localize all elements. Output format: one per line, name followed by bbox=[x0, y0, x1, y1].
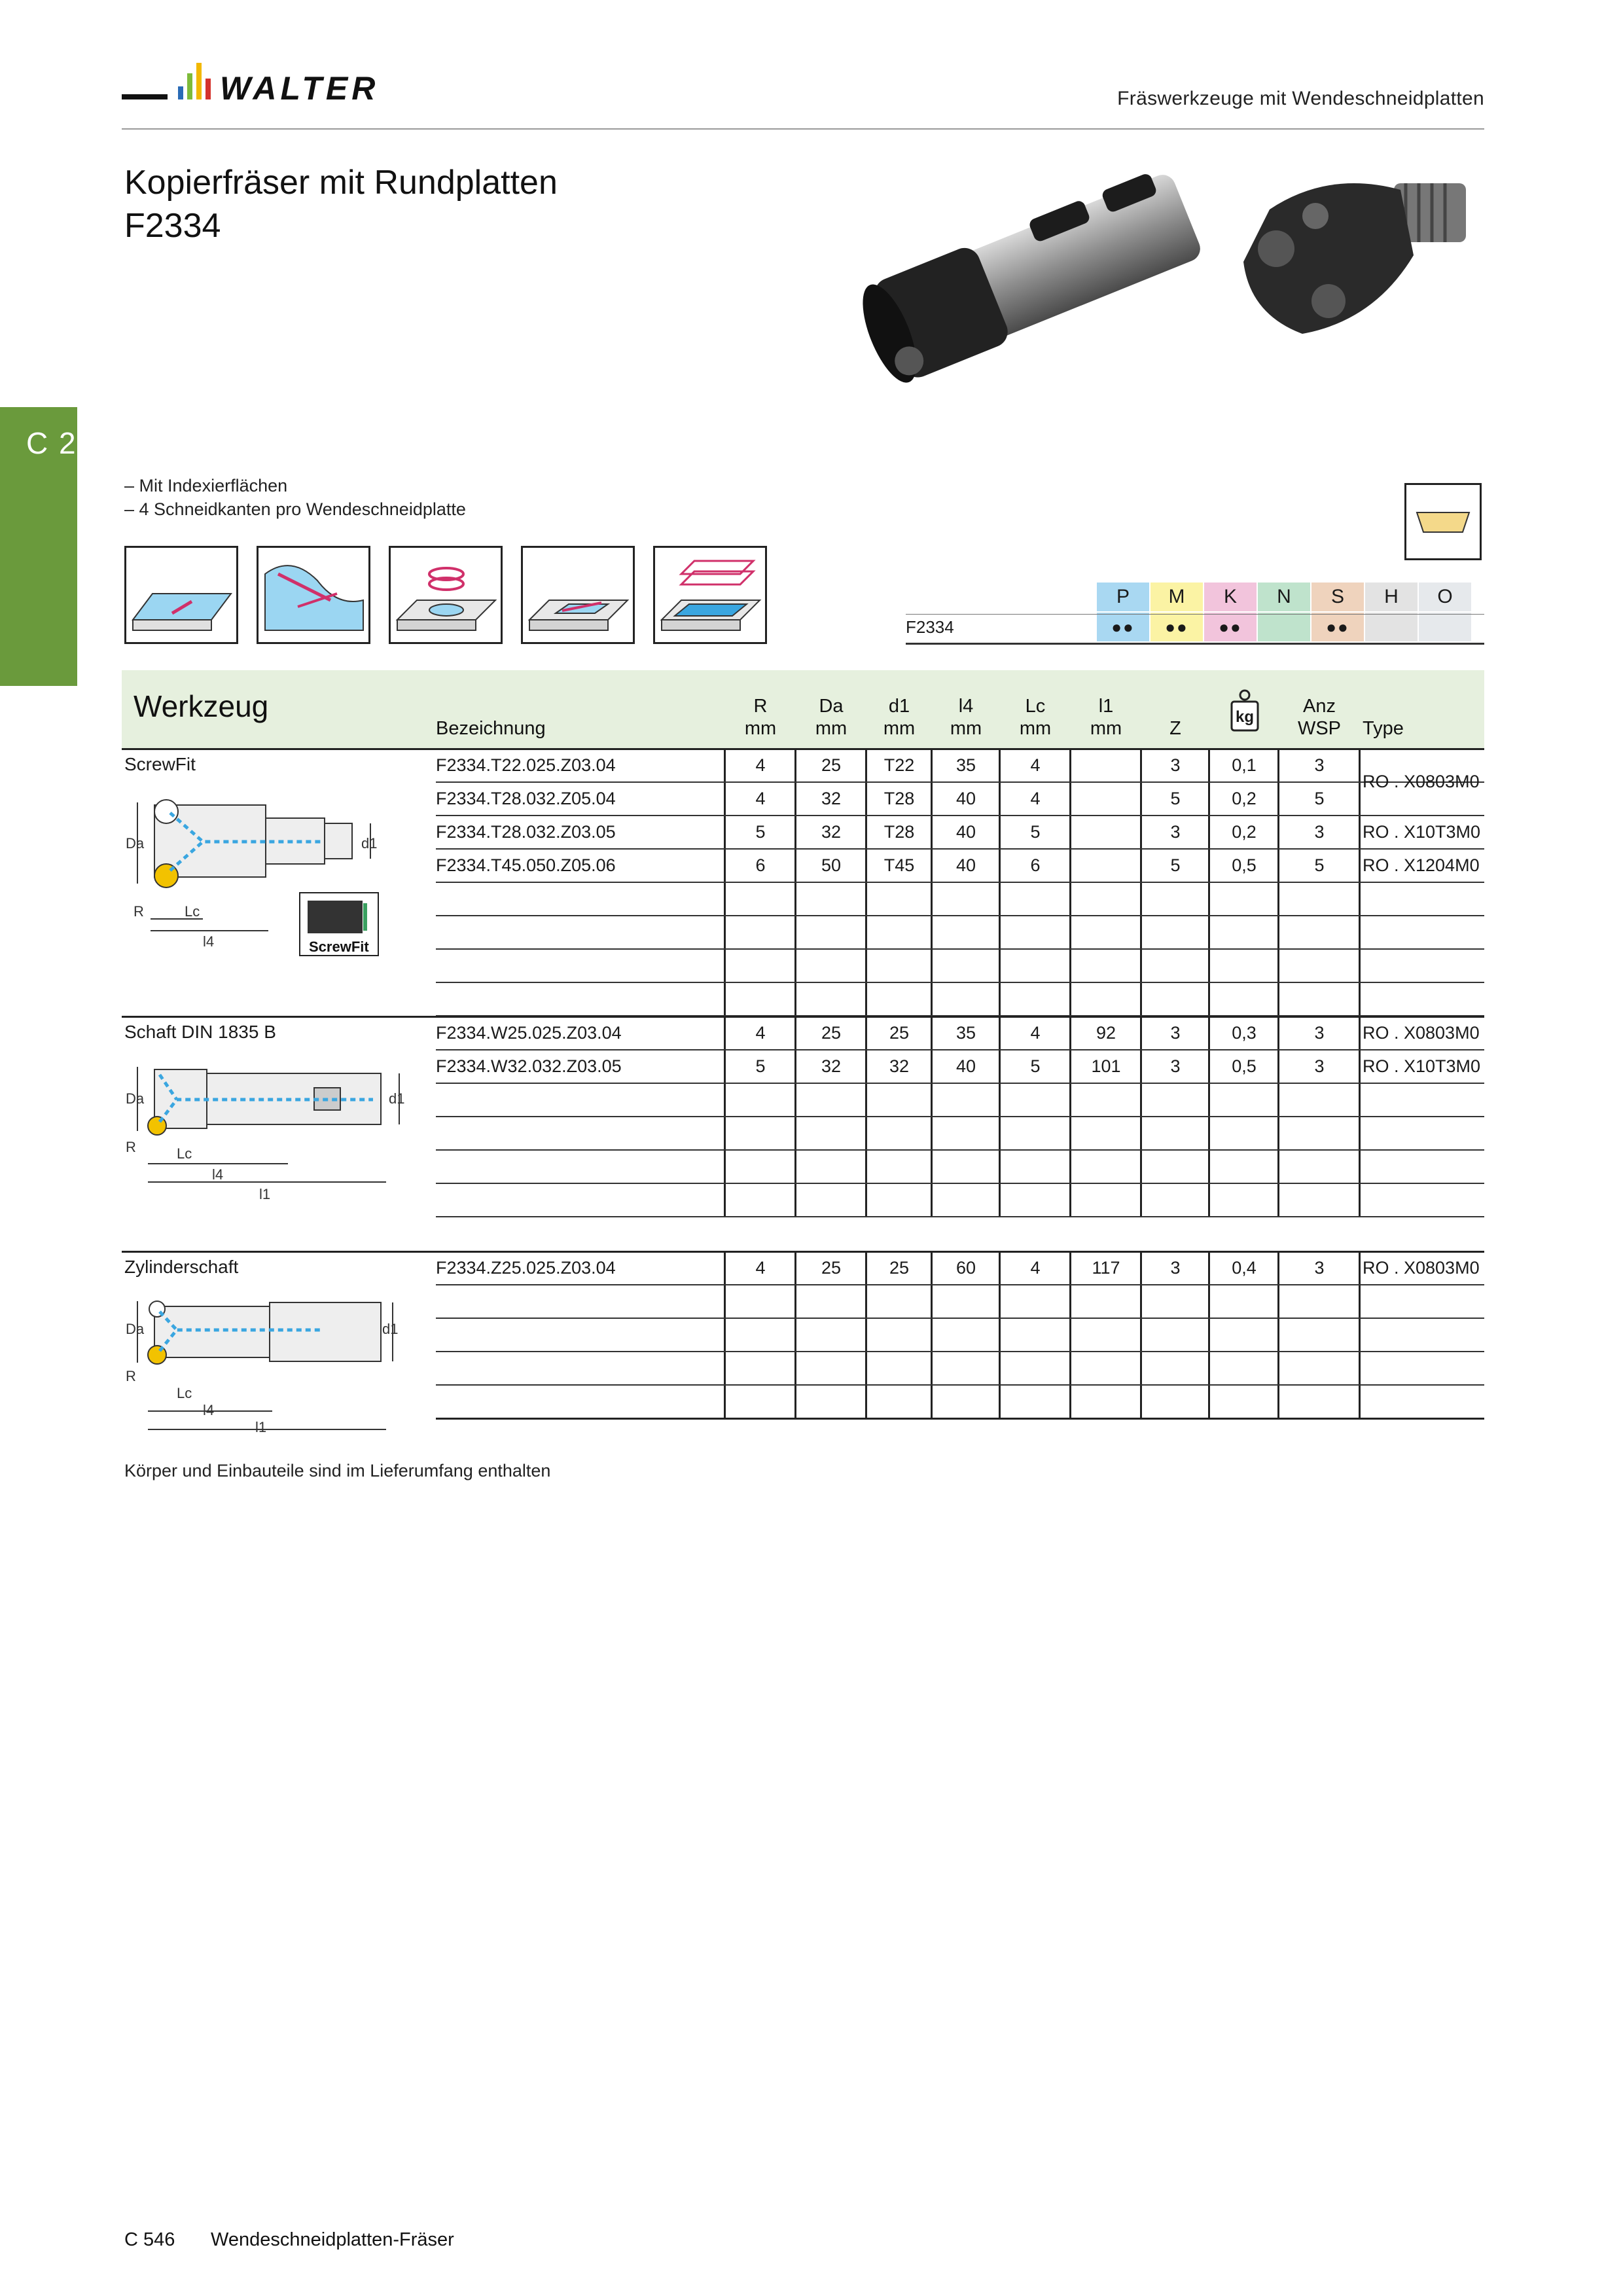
cell-d1: T22 bbox=[883, 755, 915, 775]
chapter-label: C 2 bbox=[26, 426, 77, 460]
section-label: Zylinderschaft bbox=[124, 1257, 239, 1277]
cell-kg: 0,5 bbox=[1232, 855, 1257, 875]
material-rating-n bbox=[1258, 613, 1310, 641]
cell-z: 5 bbox=[1170, 789, 1181, 808]
row-divider bbox=[436, 1384, 1484, 1386]
cell-l4: 35 bbox=[955, 755, 976, 775]
dim-lc-label: Lc bbox=[177, 1385, 192, 1401]
cell-lc: 5 bbox=[1030, 1056, 1041, 1076]
cell-da: 25 bbox=[821, 1258, 842, 1278]
cell-wsp: 5 bbox=[1314, 789, 1325, 808]
application-icon-face-milling bbox=[124, 546, 238, 644]
feature-list bbox=[124, 474, 466, 521]
feature-item: – Mit Indexierflächen bbox=[124, 474, 466, 497]
section-label: Schaft DIN 1835 B bbox=[124, 1022, 276, 1042]
cell-lc: 4 bbox=[1030, 789, 1041, 808]
pocketing-icon bbox=[655, 548, 765, 642]
cell-da: 50 bbox=[821, 855, 842, 875]
cell-d1: T45 bbox=[883, 855, 915, 875]
material-header-s: S bbox=[1311, 583, 1364, 611]
cell-type: RO . X0803M0 bbox=[1363, 772, 1480, 791]
column-header-d1: d1 bbox=[888, 696, 910, 717]
dim-r-label: R bbox=[134, 903, 144, 920]
cell-r: 4 bbox=[755, 1023, 766, 1043]
chapter-tab bbox=[0, 407, 77, 686]
cell-bez: F2334.T28.032.Z05.04 bbox=[436, 789, 616, 808]
cell-r: 6 bbox=[755, 855, 766, 875]
dim-d1-label: d1 bbox=[361, 835, 378, 852]
material-rating-p: ●● bbox=[1097, 613, 1149, 641]
cell-kg: 0,2 bbox=[1232, 822, 1257, 842]
cell-z: 5 bbox=[1170, 855, 1181, 875]
screwfit-badge bbox=[300, 893, 378, 956]
cell-wsp: 3 bbox=[1314, 1258, 1325, 1278]
row-divider bbox=[436, 948, 1484, 950]
cell-type: RO . X1204M0 bbox=[1363, 855, 1480, 875]
face-milling-icon bbox=[126, 548, 236, 642]
material-header-m: M bbox=[1150, 583, 1203, 611]
material-header-divider bbox=[906, 614, 1484, 615]
page-title-line1: Kopierfräser mit Rundplatten bbox=[124, 164, 558, 202]
column-header-bezeichnung: Bezeichnung bbox=[436, 718, 546, 739]
footnote: Körper und Einbauteile sind im Lieferumfang enthalten bbox=[124, 1461, 551, 1480]
material-rating-s: ●● bbox=[1311, 613, 1364, 641]
cell-bez: F2334.W32.032.Z03.05 bbox=[436, 1056, 622, 1076]
tool-table-title: Werkzeug bbox=[134, 689, 269, 723]
column-header-l1: l1 bbox=[1098, 696, 1114, 717]
cell-z: 3 bbox=[1170, 1258, 1181, 1278]
row-divider bbox=[436, 1216, 1484, 1217]
column-header-da: Da bbox=[819, 696, 844, 717]
din-1835b-tool-drawing bbox=[124, 1054, 412, 1204]
dim-r-label: R bbox=[126, 1368, 136, 1384]
weight-kg-label: kg bbox=[1235, 708, 1254, 726]
helical-milling-icon bbox=[391, 548, 501, 642]
column-header-wsp: WSP bbox=[1297, 718, 1342, 739]
cell-z: 3 bbox=[1170, 755, 1181, 775]
column-header-l4: l4 bbox=[958, 696, 974, 717]
dim-d1-label: d1 bbox=[382, 1321, 399, 1337]
material-rating-h bbox=[1365, 613, 1418, 641]
material-rating-k: ●● bbox=[1204, 613, 1257, 641]
dim-l1-label: l1 bbox=[255, 1419, 267, 1435]
cell-kg: 0,5 bbox=[1232, 1056, 1257, 1076]
column-header-lc: Lc bbox=[1025, 696, 1046, 717]
column-header-r: R bbox=[753, 696, 768, 717]
application-icon-helical-milling bbox=[389, 546, 503, 644]
cell-bez: F2334.T28.032.Z03.05 bbox=[436, 822, 616, 842]
column-header-l4-unit: mm bbox=[950, 718, 982, 739]
page-number: C 546 bbox=[124, 2229, 175, 2250]
column-header-d1-unit: mm bbox=[883, 718, 916, 739]
application-icon-ramping bbox=[521, 546, 635, 644]
feature-item: – 4 Schneidkanten pro Wendeschneidplatte bbox=[124, 497, 466, 521]
cell-da: 32 bbox=[821, 789, 842, 808]
material-row-label: F2334 bbox=[906, 617, 954, 637]
cell-wsp: 3 bbox=[1314, 1056, 1325, 1076]
cell-l4: 40 bbox=[955, 1056, 976, 1076]
cell-l1: 117 bbox=[1092, 1258, 1120, 1278]
cell-d1: 25 bbox=[889, 1258, 910, 1278]
cell-d1: T28 bbox=[883, 822, 915, 842]
dim-l1-label: l1 bbox=[259, 1186, 271, 1202]
cell-d1: T28 bbox=[883, 789, 915, 808]
cell-r: 4 bbox=[755, 789, 766, 808]
insert-shape-icon bbox=[1404, 483, 1482, 560]
row-divider bbox=[436, 1351, 1484, 1352]
cell-lc: 6 bbox=[1030, 855, 1041, 875]
cell-da: 25 bbox=[821, 1023, 842, 1043]
cell-lc: 4 bbox=[1030, 1258, 1041, 1278]
cell-l1: 92 bbox=[1096, 1023, 1116, 1043]
cell-bez: F2334.Z25.025.Z03.04 bbox=[436, 1258, 616, 1278]
application-icon-copy-milling bbox=[257, 546, 370, 644]
cell-kg: 0,1 bbox=[1232, 755, 1257, 775]
material-header-o: O bbox=[1419, 583, 1471, 611]
dim-d1-label: d1 bbox=[389, 1090, 405, 1107]
cell-wsp: 3 bbox=[1314, 755, 1325, 775]
cell-wsp: 3 bbox=[1314, 1023, 1325, 1043]
cell-type: RO . X0803M0 bbox=[1363, 1023, 1480, 1043]
application-icon-pocketing bbox=[653, 546, 767, 644]
header-title: Fräswerkzeuge mit Wendeschneidplatten bbox=[1117, 88, 1484, 109]
column-header-lc-unit: mm bbox=[1019, 718, 1052, 739]
dim-l4-label: l4 bbox=[212, 1166, 224, 1183]
page-footer-title: Wendeschneidplatten-Fräser bbox=[211, 2229, 454, 2250]
column-header-l1-unit: mm bbox=[1090, 718, 1122, 739]
cell-d1: 32 bbox=[889, 1056, 910, 1076]
dim-l4-label: l4 bbox=[203, 1402, 215, 1418]
ramping-icon bbox=[523, 548, 633, 642]
row-divider bbox=[436, 1149, 1484, 1151]
cell-type: RO . X0803M0 bbox=[1363, 1258, 1480, 1278]
cell-r: 4 bbox=[755, 1258, 766, 1278]
cell-kg: 0,3 bbox=[1232, 1023, 1257, 1043]
round-insert-icon bbox=[1406, 485, 1480, 558]
material-header-h: H bbox=[1365, 583, 1418, 611]
product-photo-head-tool bbox=[1230, 157, 1486, 347]
product-photo-screwfit-tool bbox=[851, 151, 1217, 393]
row-divider bbox=[436, 982, 1484, 983]
dim-lc-label: Lc bbox=[177, 1145, 192, 1162]
column-header-z: Z bbox=[1169, 718, 1181, 739]
cell-kg: 0,4 bbox=[1232, 1258, 1257, 1278]
column-header-r-unit: mm bbox=[744, 718, 777, 739]
walter-logo bbox=[122, 60, 403, 115]
cell-lc: 4 bbox=[1030, 755, 1041, 775]
cell-bez: F2334.T45.050.Z05.06 bbox=[436, 855, 616, 875]
column-header-da-unit: mm bbox=[815, 718, 847, 739]
material-header-p: P bbox=[1097, 583, 1149, 611]
material-table-bottom-rule bbox=[906, 643, 1484, 645]
cell-d1: 25 bbox=[889, 1023, 910, 1043]
cell-kg: 0,2 bbox=[1232, 789, 1257, 808]
section-label: ScrewFit bbox=[124, 754, 196, 774]
screwfit-tool-drawing bbox=[124, 785, 393, 962]
dim-da-label: Da bbox=[126, 1090, 145, 1107]
column-header-type: Type bbox=[1363, 718, 1404, 739]
dim-da-label: Da bbox=[126, 835, 145, 852]
cell-z: 3 bbox=[1170, 1056, 1181, 1076]
cell-r: 5 bbox=[755, 822, 766, 842]
cell-type: RO . X10T3M0 bbox=[1363, 1056, 1481, 1076]
cell-r: 4 bbox=[755, 755, 766, 775]
screwfit-badge-label: ScrewFit bbox=[309, 939, 369, 955]
row-divider bbox=[436, 1183, 1484, 1184]
cell-z: 3 bbox=[1170, 822, 1181, 842]
cell-wsp: 3 bbox=[1314, 822, 1325, 842]
dim-da-label: Da bbox=[126, 1321, 145, 1337]
cell-wsp: 5 bbox=[1314, 855, 1325, 875]
cell-l1: 101 bbox=[1091, 1056, 1121, 1076]
cell-bez: F2334.W25.025.Z03.04 bbox=[436, 1023, 622, 1043]
material-rating-m: ●● bbox=[1150, 613, 1203, 641]
cylindrical-shank-tool-drawing bbox=[124, 1289, 412, 1440]
dim-l4-label: l4 bbox=[203, 933, 215, 950]
cell-lc: 4 bbox=[1030, 1023, 1041, 1043]
cell-l4: 40 bbox=[955, 822, 976, 842]
cell-l4: 40 bbox=[955, 855, 976, 875]
cell-da: 25 bbox=[821, 755, 842, 775]
cell-l4: 35 bbox=[955, 1023, 976, 1043]
cell-l4: 60 bbox=[955, 1258, 976, 1278]
material-header-n: N bbox=[1258, 583, 1310, 611]
column-header-anz: Anz bbox=[1303, 696, 1336, 717]
page-title bbox=[124, 161, 558, 247]
dim-r-label: R bbox=[126, 1139, 136, 1155]
row-divider bbox=[436, 1318, 1484, 1319]
material-rating-o bbox=[1419, 613, 1471, 641]
cell-lc: 5 bbox=[1030, 822, 1041, 842]
page-title-line2: F2334 bbox=[124, 207, 221, 245]
cell-r: 5 bbox=[755, 1056, 766, 1076]
dim-lc-label: Lc bbox=[185, 903, 200, 920]
table-bottom-rule bbox=[436, 1418, 1484, 1420]
row-divider bbox=[436, 1116, 1484, 1117]
row-divider bbox=[436, 915, 1484, 916]
cell-type: RO . X10T3M0 bbox=[1363, 822, 1481, 842]
cell-bez: F2334.T22.025.Z03.04 bbox=[436, 755, 616, 775]
cell-l4: 40 bbox=[955, 789, 976, 808]
cell-z: 3 bbox=[1170, 1023, 1181, 1043]
material-header-k: K bbox=[1204, 583, 1257, 611]
cell-da: 32 bbox=[821, 822, 842, 842]
cell-da: 32 bbox=[821, 1056, 842, 1076]
copy-milling-icon bbox=[259, 548, 368, 642]
logo-wordmark: WALTER bbox=[220, 70, 380, 107]
header-divider bbox=[122, 128, 1484, 130]
